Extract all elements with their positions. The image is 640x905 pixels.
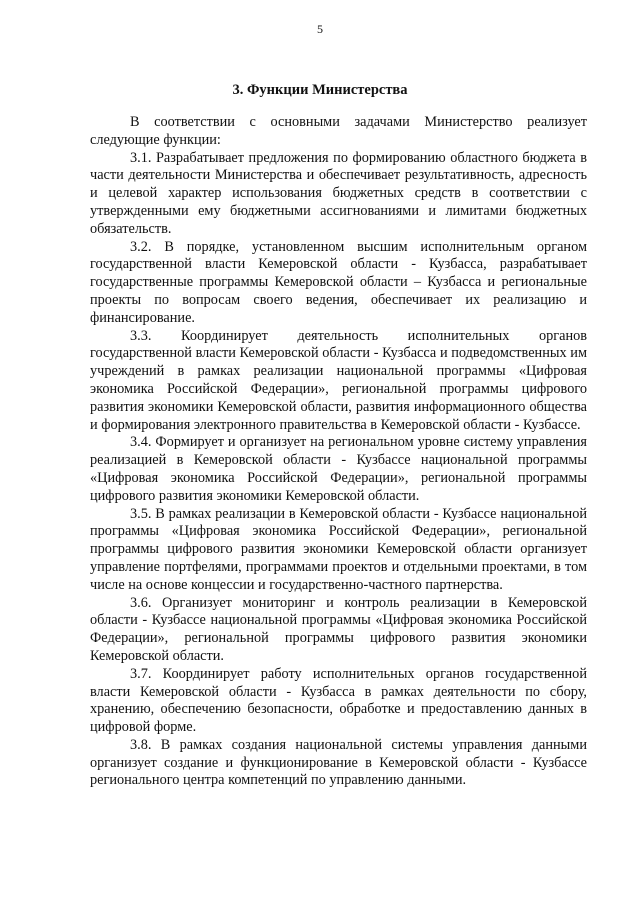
section-body	[90, 114, 587, 790]
function-3-1-paragraph: 3.1. Разрабатывает предложения по формированию областного бюджета в части деятельности Министерства и обеспечивает результативность, адресность и целевой характер использования бюджетных средств в соответствии с утвержденными ему бюджетными ассигнованиями и лимитами бюджетных обязательств.	[90, 149, 587, 237]
intro-paragraph: В соответствии с основными задачами Министерство реализует следующие функции:	[90, 114, 587, 148]
function-3-7-paragraph: 3.7. Координирует работу исполнительных органов государственной власти Кемеровской области - Кузбасса в рамках деятельности по сбору, хранению, обеспечению безопасности, обработке и предоставлению данных в цифровой форме.	[90, 665, 587, 736]
function-3-5-paragraph: 3.5. В рамках реализации в Кемеровской области - Кузбассе национальной программы «Цифровая экономика Российской Федерации», региональной программы цифрового развития экономики Кемеровской области организует управление портфелями, программами проектов и отдельными проектами, в том числе на основе концессии и государственно-частного партнерства.	[90, 505, 587, 593]
function-3-2-paragraph: 3.2. В порядке, установленном высшим исполнительным органом государственной власти Кемеровской области - Кузбасса, разрабатывает государственные программы Кемеровской области – Кузбасса и региональные проекты по вопросам своего ведения, обеспечивает их реализацию и финансирование.	[90, 238, 587, 326]
section-title: 3. Функции Министерства	[232, 82, 408, 98]
function-3-6-paragraph: 3.6. Организует мониторинг и контроль реализации в Кемеровской области - Кузбассе национальной программы «Цифровая экономика Российской Федерации», региональной программы цифрового развития экономики Кемеровской области.	[90, 594, 587, 664]
function-3-4-paragraph: 3.4. Формирует и организует на региональном уровне систему управления реализацией в Кемеровской области - Кузбассе национальной программы «Цифровая экономика Российской Федерации», региональной программы цифрового развития экономики Кемеровской области.	[90, 434, 587, 504]
function-3-8-paragraph: 3.8. В рамках создания национальной системы управления данными организует создание и функционирование в Кемеровской области - Кузбассе регионального центра компетенций по управлению данными.	[90, 736, 587, 789]
page-number: 5	[317, 22, 323, 36]
function-3-3-paragraph: 3.3. Координирует деятельность исполнительных органов государственной власти Кемеровской области - Кузбасса и подведомственных им учреждений в рамках реализации национальной программы «Цифровая экономика Российской Федерации», региональной программы цифрового развития экономики Кемеровской области, развития информационного общества и формирования электронного правительства в Кемеровской области - Кузбассе.	[90, 327, 587, 433]
